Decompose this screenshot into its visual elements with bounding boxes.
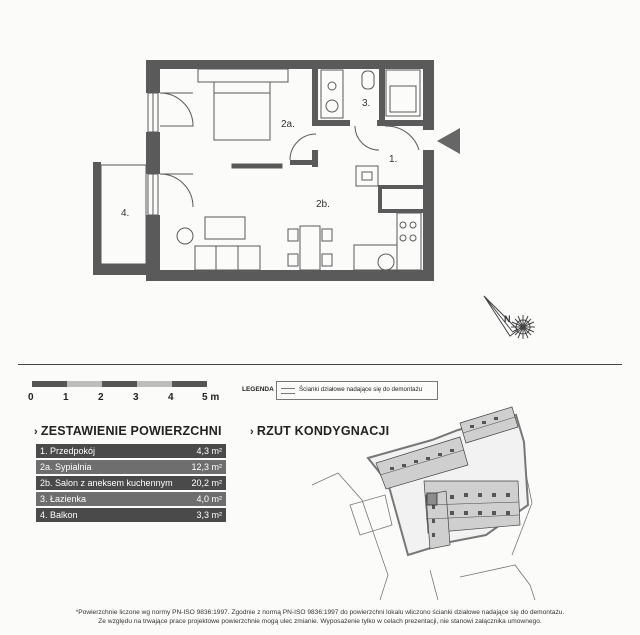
living-furniture [177,217,332,270]
area-row: 2b. Salon z aneksem kuchennym 20,2 m² [36,476,226,490]
room-label-living: 2b. [316,199,330,210]
footnote [20,609,620,626]
scale-tick: 5 m [202,392,220,403]
scale-bar [28,381,220,403]
kitchen [354,213,421,270]
room-label-bedroom: 2a. [281,119,295,130]
scale-segment [102,381,137,387]
legend-title: LEGENDA [242,386,274,393]
scale-segment [137,381,172,387]
scale-tick: 1 [63,392,69,403]
scale-tick: 3 [133,392,139,403]
building-key-plan [300,385,540,600]
area-row: 2a. Sypialnia 12,3 m² [36,460,226,474]
legend-item: Ścianki działowe nadające się do demontażu [299,386,423,393]
partition-walls [290,69,423,213]
footnote-line: *Powierzchnie liczone wg normy PN-ISO 9836:1997. Zgodnie z normą PN-ISO 9836:1997 do powierzchni lokalu wliczono ścianki działowe nadające się do demontażu. [75,609,565,616]
area-row: 4. Balkon 3,3 m² [36,508,226,522]
scale-tick: 0 [28,392,34,403]
area-row: 1. Przedpokój 4,3 m² [36,444,226,458]
scale-tick: 2 [98,392,104,403]
areas-title: › ZESTAWIENIE POWIERZCHNI [34,424,222,438]
room-label-bathroom: 3. [362,98,371,109]
bedroom-furniture [198,69,288,140]
entrance-arrow-icon [437,128,460,154]
footnote-line: Ze względu na trwające prace projektowe powierzchnie mogą ulec zmianie. Wyposażenie tylko w celach prezentacji, nie stanowi załącznika umownego. [98,617,542,625]
scale-segment [172,381,207,387]
built-ins [232,164,378,186]
room-label-hall: 1. [389,154,398,165]
scale-segment [67,381,102,387]
area-row: 3. Łazienka 4,0 m² [36,492,226,506]
bathroom-fixtures [321,70,420,118]
chevron-icon: › [34,426,38,438]
scale-segment [32,381,67,387]
chevron-icon: › [250,426,254,438]
room-label-balcony: 4. [121,208,130,219]
section-divider [18,364,622,365]
legend-swatch [281,388,295,394]
floor-plan-title: › RZUT KONDYGNACJI [250,424,390,438]
scale-tick: 4 [168,392,174,403]
apartment-marker [427,493,437,505]
compass-north-label: N [504,314,511,324]
